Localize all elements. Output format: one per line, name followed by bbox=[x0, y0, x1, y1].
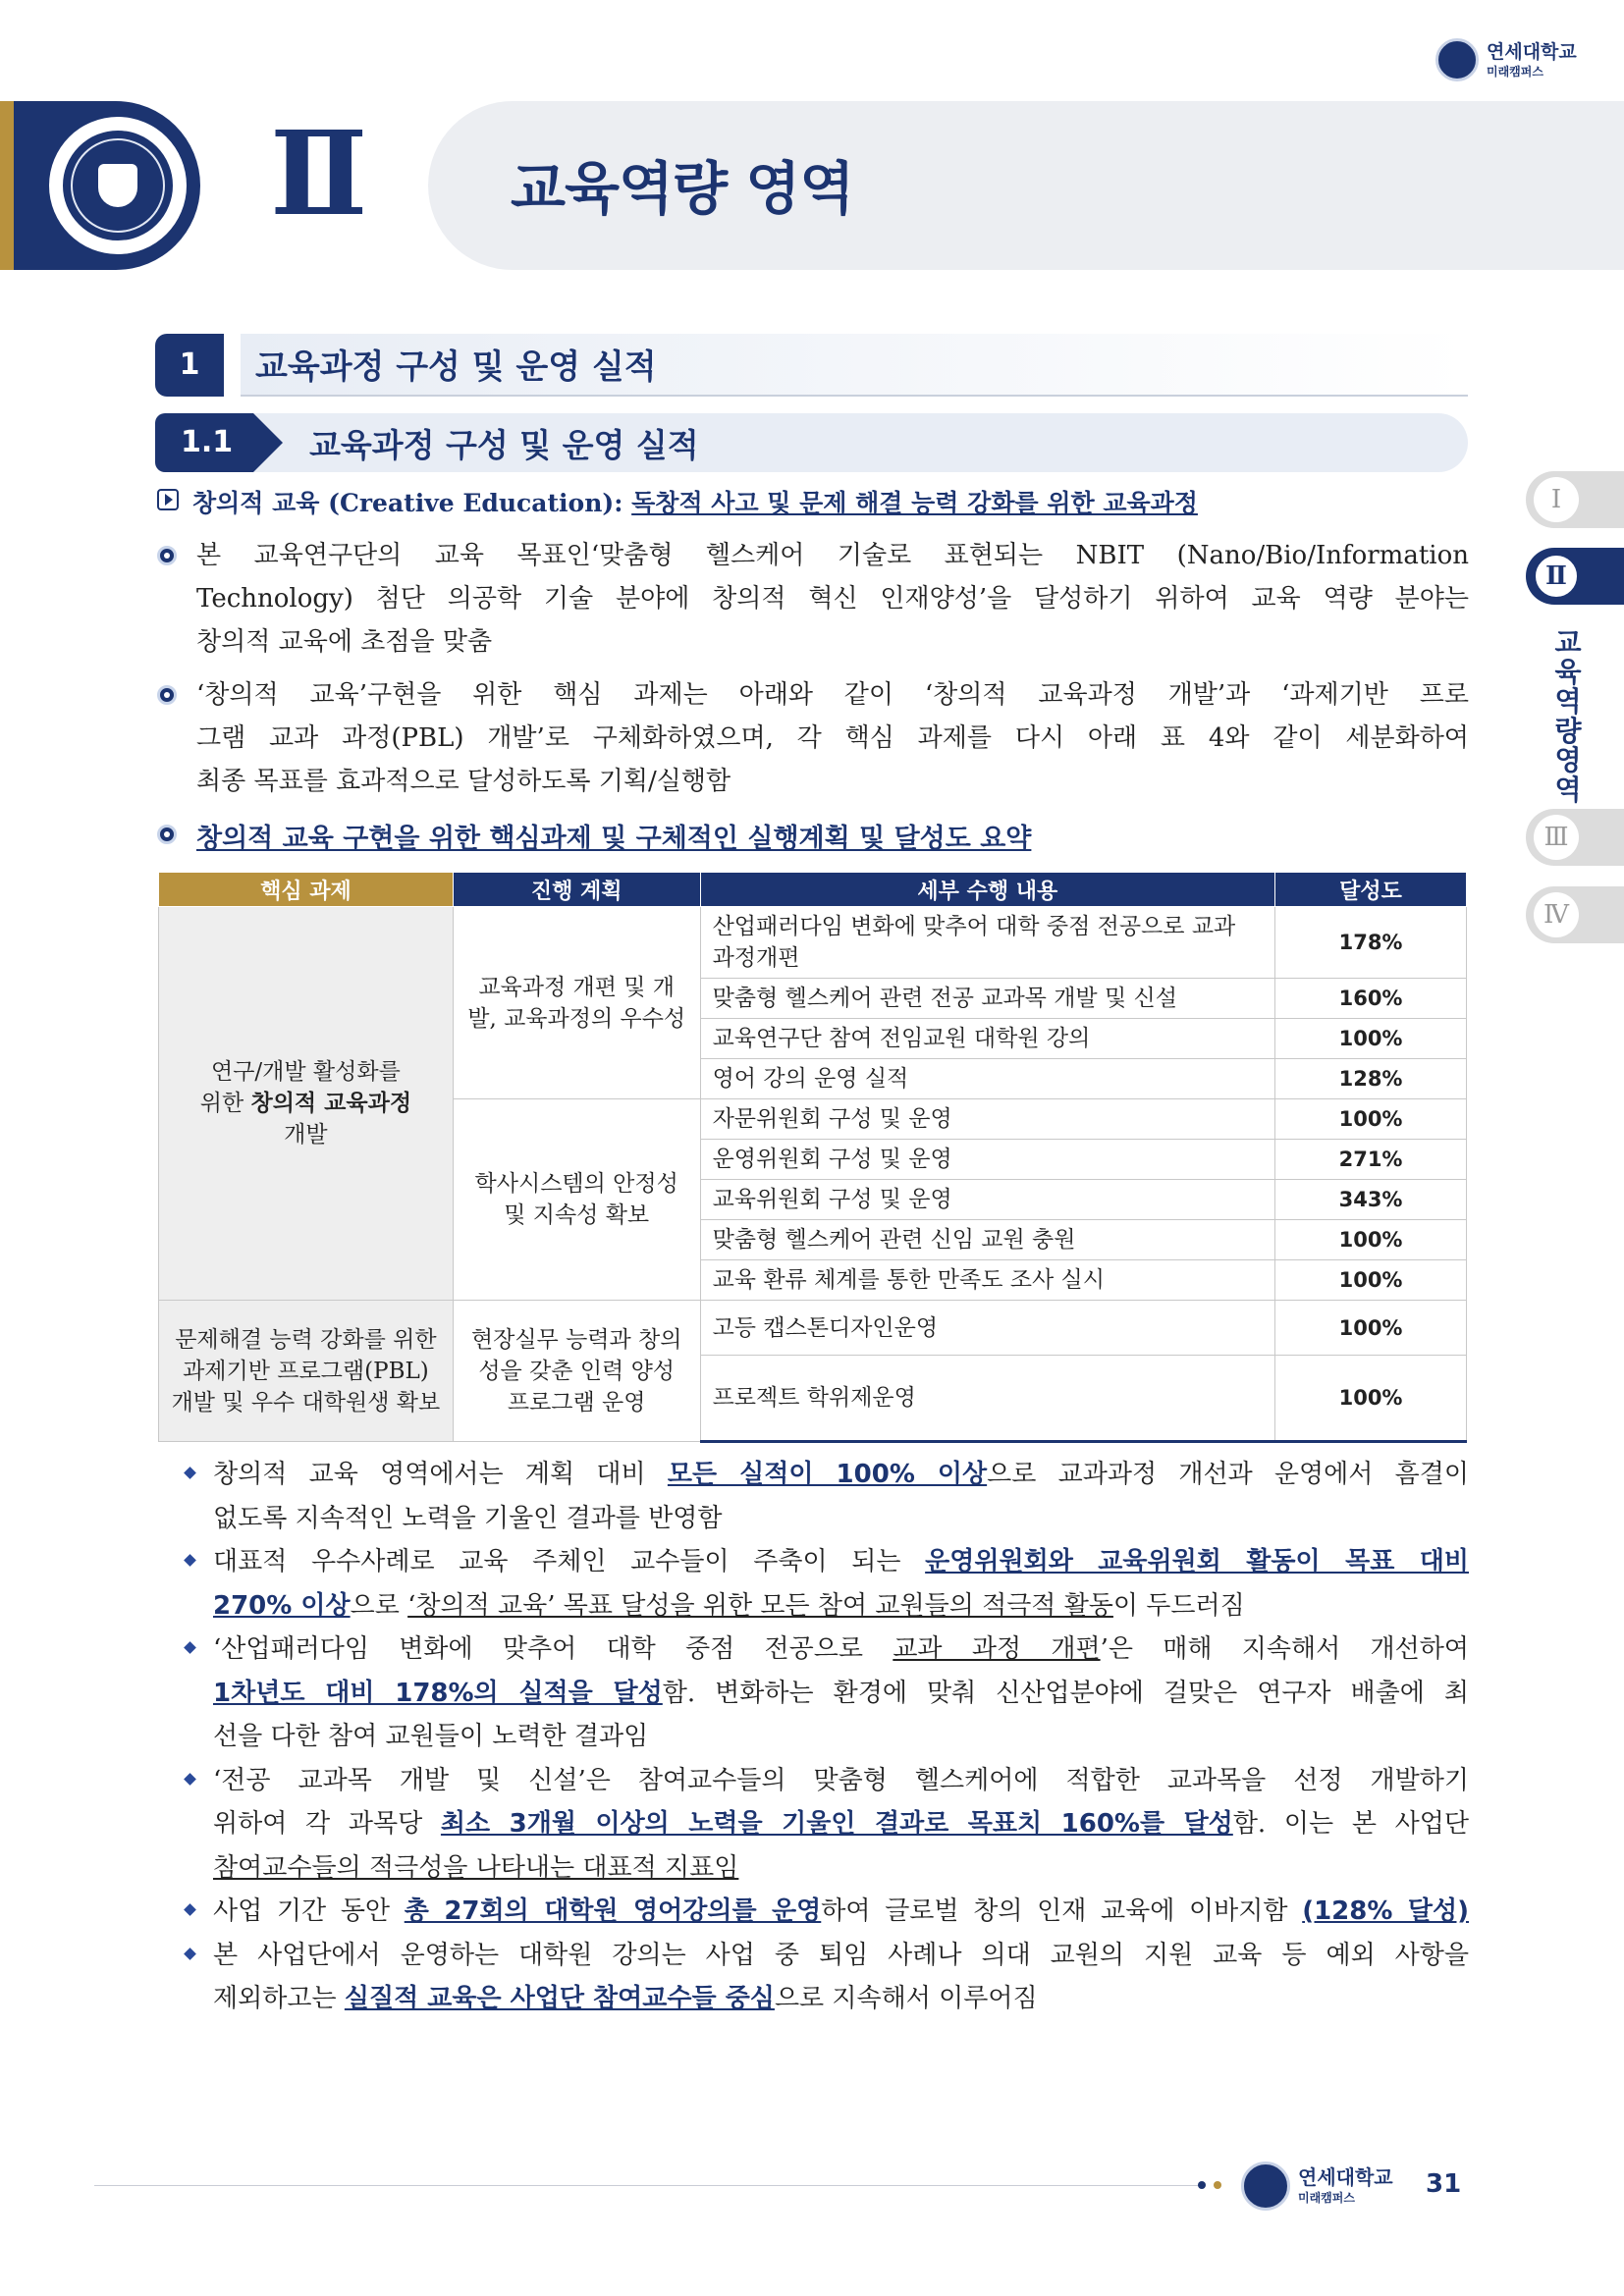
result-item bbox=[182, 1453, 1469, 1540]
plan-cell: 학사시스템의 안정성 및 지속성 확보 bbox=[453, 1099, 700, 1301]
footer-divider bbox=[94, 2185, 1200, 2186]
detail-cell: 영어 강의 운영 실적 bbox=[700, 1059, 1274, 1099]
result-item bbox=[182, 1540, 1469, 1628]
result-text: 창의적 교육 영역에서는 계획 대비 bbox=[213, 1460, 668, 1489]
result-highlight: 실질적 교육은 사업단 참여교수들 중심 bbox=[344, 1984, 775, 2013]
core-task-cell: 문제해결 능력 강화를 위한 과제기반 프로그램(PBL) 개발 및 우수 대학원생 확보 bbox=[159, 1301, 454, 1442]
result-text: 이 두드러짐 bbox=[1112, 1590, 1245, 1621]
plan-cell: 교육과정 개편 및 개발, 교육과정의 우수성 bbox=[453, 907, 700, 1099]
tab-chapter-2[interactable] bbox=[1526, 548, 1624, 605]
creative-heading-goal: 독창적 사고 및 문제 해결 능력 강화를 위한 교육과정 bbox=[631, 489, 1198, 517]
header-logo-name: 연세대학교 bbox=[1487, 41, 1577, 63]
task-bold-text: 창의적 교육과정 bbox=[250, 1091, 412, 1116]
university-seal-icon bbox=[1435, 38, 1479, 81]
result-highlight: 운영위원회와 교육위원회 활동이 목표 대비 bbox=[925, 1547, 1469, 1576]
detail-cell: 교육 환류 체계를 통한 만족도 조사 실시 bbox=[700, 1260, 1274, 1301]
diamond-bullet-icon bbox=[184, 1641, 196, 1654]
result-text: ‘전공 교과목 개발 및 신설’은 참여교수들의 맞춤형 헬스케어에 적합한 교과목을 선정 개발하기 bbox=[213, 1765, 1469, 1795]
paragraph-line: Technology) 첨단 의공학 기술 분야에 창의적 혁신 인재양성’을 달성하기 위하여 교육 역량 분야는 bbox=[196, 584, 1469, 614]
detail-cell: 산업패러다임 변화에 맞추어 대학 중점 전공으로 교과 과정개편 bbox=[700, 907, 1274, 979]
result-item bbox=[182, 1890, 1469, 1934]
paragraph-line: 그램 교과 과정(PBL) 개발’로 구체화하였으며, 각 핵심 과제를 다시 아래 표 4와 같이 세분화하여 bbox=[196, 723, 1469, 753]
tab-chapter-4[interactable] bbox=[1526, 886, 1624, 943]
detail-cell: 자문위원회 구성 및 운영 bbox=[700, 1099, 1274, 1140]
paragraph-line: 본 교육연구단의 교육 목표인‘맞춤형 헬스케어 기술로 표현되는 NBIT (Nano/Bio/Information bbox=[196, 541, 1469, 570]
plan-cell: 현장실무 능력과 창의성을 갖춘 인력 양성 프로그램 운영 bbox=[453, 1301, 700, 1442]
result-text: 없도록 지속적인 노력을 기울인 결과를 반영함 bbox=[213, 1503, 723, 1533]
results-list bbox=[182, 1453, 1469, 2021]
tab-chapter-1[interactable] bbox=[1526, 471, 1624, 528]
bullet-icon bbox=[157, 685, 177, 705]
chevron-right-icon bbox=[253, 413, 283, 472]
footer-logo-campus: 미래캠퍼스 bbox=[1298, 2191, 1355, 2205]
bullet-icon bbox=[157, 546, 177, 565]
result-text: 함. 변화하는 환경에 맞춰 신산업분야에 걸맞은 연구자 배출에 최 bbox=[662, 1678, 1469, 1708]
core-task-cell bbox=[159, 907, 454, 1301]
result-underline: ‘창의적 교육’ 목표 달성을 위한 모든 참여 교원들의 적극적 활동 bbox=[407, 1590, 1113, 1621]
rate-cell: 100% bbox=[1275, 1019, 1467, 1059]
footer-dot bbox=[1214, 2181, 1221, 2189]
task-paragraph bbox=[196, 673, 1469, 803]
result-underline: 교과 과정 개편 bbox=[893, 1634, 1101, 1664]
section-title: 교육과정 구성 및 운영 실적 bbox=[255, 347, 657, 387]
result-highlight: 모든 실적이 100% 이상 bbox=[667, 1460, 988, 1489]
side-label-text: 교 육 역 량 영 역 bbox=[1554, 626, 1582, 806]
diamond-bullet-icon bbox=[184, 1554, 196, 1567]
rate-cell: 128% bbox=[1275, 1059, 1467, 1099]
task-text: 연구/개발 활성화를 bbox=[210, 1059, 401, 1085]
result-text: 위하여 각 과목당 bbox=[213, 1809, 441, 1839]
table-row bbox=[159, 907, 1467, 979]
task-text: 개발 bbox=[284, 1122, 328, 1148]
col-header-task: 핵심 과제 bbox=[159, 873, 454, 907]
result-item bbox=[182, 1759, 1469, 1891]
summary-table bbox=[158, 872, 1467, 1443]
rate-cell: 100% bbox=[1275, 1099, 1467, 1140]
tab-label: Ⅱ bbox=[1534, 554, 1579, 599]
rate-cell: 271% bbox=[1275, 1140, 1467, 1180]
result-text: 대표적 우수사례로 교육 주체인 교수들이 주축이 되는 bbox=[213, 1547, 926, 1576]
result-text: ‘산업패러다임 변화에 맞추어 대학 중점 전공으로 bbox=[213, 1634, 893, 1664]
chapter-title: 교육역량 영역 bbox=[511, 155, 854, 222]
col-header-detail: 세부 수행 내용 bbox=[700, 873, 1274, 907]
page-number: 31 bbox=[1426, 2169, 1462, 2199]
rate-cell: 343% bbox=[1275, 1180, 1467, 1220]
result-text: 하여 글로벌 창의 인재 교육에 이바지함 bbox=[821, 1896, 1303, 1926]
tab-label: Ⅰ bbox=[1534, 477, 1579, 522]
result-highlight: 총 27회의 대학원 영어강의를 운영 bbox=[404, 1896, 822, 1926]
result-item bbox=[182, 1628, 1469, 1759]
paragraph-line: ‘창의적 교육’구현을 위한 핵심 과제는 아래와 같이 ‘창의적 교육과정 개발’과 ‘과제기반 프로 bbox=[196, 680, 1469, 710]
tab-label: Ⅳ bbox=[1534, 892, 1579, 937]
rate-cell: 100% bbox=[1275, 1356, 1467, 1442]
subsection-title: 교육과정 구성 및 운영 실적 bbox=[309, 426, 699, 464]
table-header-row bbox=[159, 873, 1467, 907]
result-text: 선을 다한 참여 교원들이 노력한 결과임 bbox=[213, 1722, 649, 1751]
diamond-bullet-icon bbox=[184, 1773, 196, 1786]
intro-paragraph bbox=[196, 534, 1469, 664]
result-underline: 참여교수들의 적극성을 나타내는 대표적 지표임 bbox=[213, 1852, 739, 1883]
footer-dot bbox=[1198, 2181, 1206, 2189]
creative-heading-prefix: 창의적 교육 (Creative Education): bbox=[192, 489, 632, 517]
detail-cell: 교육연구단 참여 전임교원 대학원 강의 bbox=[700, 1019, 1274, 1059]
section-divider bbox=[241, 395, 1468, 397]
result-highlight: 최소 3개월 이상의 노력을 기울인 결과로 목표치 160%를 달성 bbox=[440, 1809, 1233, 1839]
rate-cell: 100% bbox=[1275, 1260, 1467, 1301]
col-header-plan: 진행 계획 bbox=[453, 873, 700, 907]
table-heading: 창의적 교육 구현을 위한 핵심과제 및 구체적인 실행계획 및 달성도 요약 bbox=[196, 824, 1032, 854]
seal-shield-icon bbox=[98, 164, 137, 207]
rate-cell: 178% bbox=[1275, 907, 1467, 979]
subsection-number: 1.1 bbox=[155, 413, 253, 472]
result-text: 으로 교과과정 개선과 운영에서 흠결이 bbox=[987, 1460, 1469, 1489]
tab-label: Ⅲ bbox=[1534, 815, 1579, 860]
result-highlight: 270% 이상 bbox=[213, 1590, 351, 1621]
diamond-bullet-icon bbox=[184, 1903, 196, 1916]
university-seal-icon bbox=[1241, 2162, 1290, 2211]
diamond-bullet-icon bbox=[184, 1948, 196, 1960]
creative-education-heading bbox=[192, 484, 1198, 519]
side-chapter-label bbox=[1551, 628, 1585, 805]
rate-cell: 160% bbox=[1275, 979, 1467, 1019]
bullet-icon bbox=[157, 825, 177, 844]
detail-cell: 운영위원회 구성 및 운영 bbox=[700, 1140, 1274, 1180]
detail-cell: 맞춤형 헬스케어 관련 신임 교원 충원 bbox=[700, 1220, 1274, 1260]
table-row bbox=[159, 1301, 1467, 1356]
result-text: 사업 기간 동안 bbox=[213, 1896, 405, 1926]
header-logo bbox=[1435, 35, 1602, 84]
result-text: 으로 지속해서 이루어짐 bbox=[774, 1984, 1038, 2013]
task-text: 위한 bbox=[199, 1091, 251, 1116]
chapter-accent-bar bbox=[0, 101, 14, 270]
rate-cell: 100% bbox=[1275, 1220, 1467, 1260]
result-text: 함. 이는 본 사업단 bbox=[1232, 1809, 1469, 1839]
rate-cell: 100% bbox=[1275, 1301, 1467, 1356]
detail-cell: 교육위원회 구성 및 운영 bbox=[700, 1180, 1274, 1220]
col-header-rate: 달성도 bbox=[1275, 873, 1467, 907]
footer-logo bbox=[1241, 2160, 1408, 2213]
detail-cell: 맞춤형 헬스케어 관련 전공 교과목 개발 및 신설 bbox=[700, 979, 1274, 1019]
result-text: 본 사업단에서 운영하는 대학원 강의는 사업 중 퇴임 사례나 의대 교원의 지원 교육 등 예외 사항을 bbox=[213, 1940, 1469, 1970]
result-highlight: (128% 달성) bbox=[1302, 1896, 1469, 1926]
play-box-icon bbox=[157, 489, 179, 510]
result-text: 제외하고는 bbox=[213, 1984, 345, 2013]
result-highlight: 1차년도 대비 178%의 실적을 달성 bbox=[213, 1678, 663, 1708]
paragraph-line: 창의적 교육에 초점을 맞춤 bbox=[196, 627, 493, 657]
section-number: 1 bbox=[155, 334, 224, 397]
result-item bbox=[182, 1934, 1469, 2021]
footer-logo-name: 연세대학교 bbox=[1298, 2165, 1393, 2189]
chapter-numeral: Ⅱ bbox=[270, 105, 368, 241]
detail-cell: 고등 캡스톤디자인운영 bbox=[700, 1301, 1274, 1356]
diamond-bullet-icon bbox=[184, 1467, 196, 1479]
tab-chapter-3[interactable] bbox=[1526, 809, 1624, 866]
detail-cell: 프로젝트 학위제운영 bbox=[700, 1356, 1274, 1442]
header-logo-campus: 미래캠퍼스 bbox=[1487, 65, 1543, 79]
result-text: ’은 매해 지속해서 개선하여 bbox=[1100, 1634, 1469, 1664]
result-text: 으로 bbox=[350, 1590, 408, 1621]
paragraph-line: 최종 목표를 효과적으로 달성하도록 기획/실행함 bbox=[196, 767, 731, 796]
